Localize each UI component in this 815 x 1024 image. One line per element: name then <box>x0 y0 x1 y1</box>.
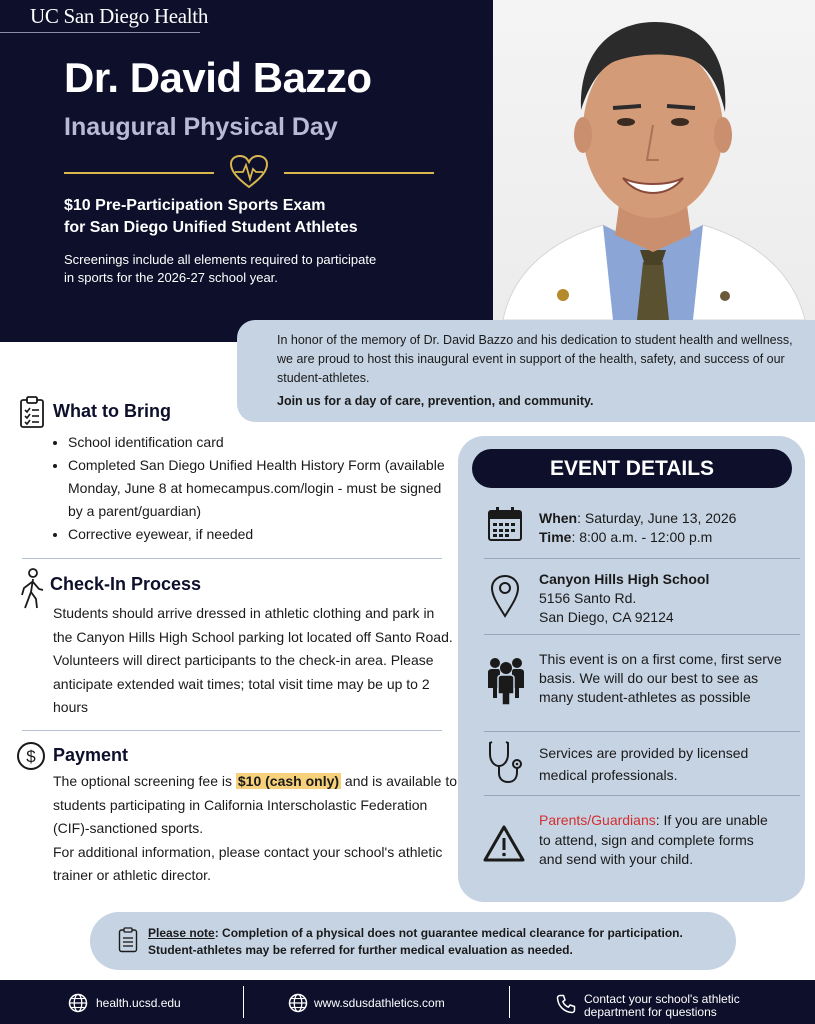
bring-item: • School identification card <box>68 431 453 454</box>
payment-heading: Payment <box>53 745 129 765</box>
what-to-bring-heading: What to Bring <box>53 401 171 421</box>
honor-tagline: Join us for a day of care, prevention, and community. <box>277 394 594 408</box>
check-in-text: Students should arrive dressed in athletic clothing and park in the Canyon Hills High School parking lot located off Santo Road. Volunteers will direct participants to the check-in area. Please anticipate extended wait times; total visit time may be up to 2 hours <box>53 605 453 715</box>
time-value: : 8:00 a.m. - 12:00 p.m <box>571 529 713 545</box>
event-time-line <box>539 528 794 547</box>
event-when-line <box>539 509 794 528</box>
brand-underline <box>0 32 200 33</box>
footer-divider <box>243 986 244 1018</box>
page-title: Dr. David Bazzo <box>64 54 372 101</box>
dollar-circle-icon <box>16 741 46 771</box>
payment-text <box>53 770 458 888</box>
clipboard-icon <box>118 927 138 953</box>
services-text: Services are provided by licensed medical professionals. <box>539 745 749 783</box>
screening-line-1: Screenings include all elements required to participate <box>64 252 377 267</box>
event-divider <box>484 731 800 732</box>
doctor-portrait <box>493 0 815 320</box>
event-divider <box>484 634 800 635</box>
event-location <box>539 570 794 627</box>
venue-city: San Diego, CA 92124 <box>539 609 674 625</box>
gold-divider-right <box>284 172 434 174</box>
stethoscope-icon <box>487 740 525 784</box>
globe-icon <box>68 993 88 1013</box>
footer-contact-line-2: department for questions <box>584 1005 717 1019</box>
bring-item: • Completed San Diego Unified Health History Form (available Monday, June 8 at homecampus.com/login - must be signed by a parent/guardian) <box>68 454 453 523</box>
screening-line-2: in sports for the 2026-27 school year. <box>64 270 278 285</box>
calendar-icon <box>487 506 523 542</box>
first-come-text: This event is on a first come, first serve basis. We will do our best to see as many student-athletes as possible <box>539 651 782 705</box>
event-divider <box>484 795 800 796</box>
svg-text:$: $ <box>26 747 36 766</box>
footer-contact-text <box>584 993 740 1019</box>
venue-street: 5156 Santo Rd. <box>539 590 637 606</box>
check-in-heading: Check-In Process <box>50 574 202 594</box>
disclaimer-label: Please note <box>148 926 215 940</box>
honor-text: In honor of the memory of Dr. David Bazzo and his dedication to student health and wellness, we are proud to host this inaugural event in support of the health, safety, and success of our student-athletes. <box>277 333 793 385</box>
walking-person-icon <box>19 568 45 610</box>
disclaimer-body: : Completion of a physical does not guarantee medical clearance for participation. Student-athletes may be referred for further medical evaluation as needed. <box>148 926 683 957</box>
when-label: When <box>539 510 578 526</box>
screening-description <box>64 251 376 287</box>
phone-icon <box>556 994 576 1014</box>
bring-item: • Corrective eyewear, if needed <box>68 523 453 546</box>
parents-instructions: : If you are unable to attend, sign and complete forms and send with your child. <box>539 812 768 867</box>
parents-text <box>539 811 779 870</box>
section-divider <box>22 730 442 731</box>
event-when-time <box>539 509 794 547</box>
what-to-bring-list <box>48 431 453 546</box>
heart-pulse-icon <box>229 154 269 190</box>
people-group-icon <box>487 654 525 706</box>
exam-description <box>64 195 358 239</box>
time-label: Time <box>539 529 572 545</box>
when-value: : Saturday, June 13, 2026 <box>577 510 737 526</box>
disclaimer-text <box>148 925 718 959</box>
page-subtitle: Inaugural Physical Day <box>64 113 338 141</box>
brand-logo-text: UC San Diego Health <box>30 4 209 28</box>
footer-link-health[interactable]: health.ucsd.edu <box>96 996 181 1010</box>
payment-text-before: The optional screening fee is <box>53 773 236 789</box>
footer-contact-line-1: Contact your school's athletic <box>584 992 740 1006</box>
event-divider <box>484 558 800 559</box>
map-pin-icon <box>490 574 520 618</box>
event-details-heading: EVENT DETAILS <box>472 449 792 488</box>
warning-triangle-icon <box>482 824 526 864</box>
payment-text-after: and is available to students participating in California Interscholastic Federation (CIF)-sanctioned sports. <box>53 773 458 836</box>
venue-name: Canyon Hills High School <box>539 571 710 587</box>
exam-line-2: for San Diego Unified Student Athletes <box>64 219 358 236</box>
exam-line-1: $10 Pre-Participation Sports Exam <box>64 197 326 214</box>
globe-icon <box>288 993 308 1013</box>
payment-contact-text: For additional information, please contact your school's athletic trainer or athletic director. <box>53 843 443 883</box>
payment-fee-highlight: $10 (cash only) <box>237 773 340 789</box>
section-divider <box>22 558 442 559</box>
footer-link-athletics[interactable]: www.sdusdathletics.com <box>314 996 445 1010</box>
gold-divider-left <box>64 172 214 174</box>
clipboard-list-icon <box>19 396 45 428</box>
parents-label: Parents/Guardians <box>539 812 656 828</box>
footer-divider <box>509 986 510 1018</box>
